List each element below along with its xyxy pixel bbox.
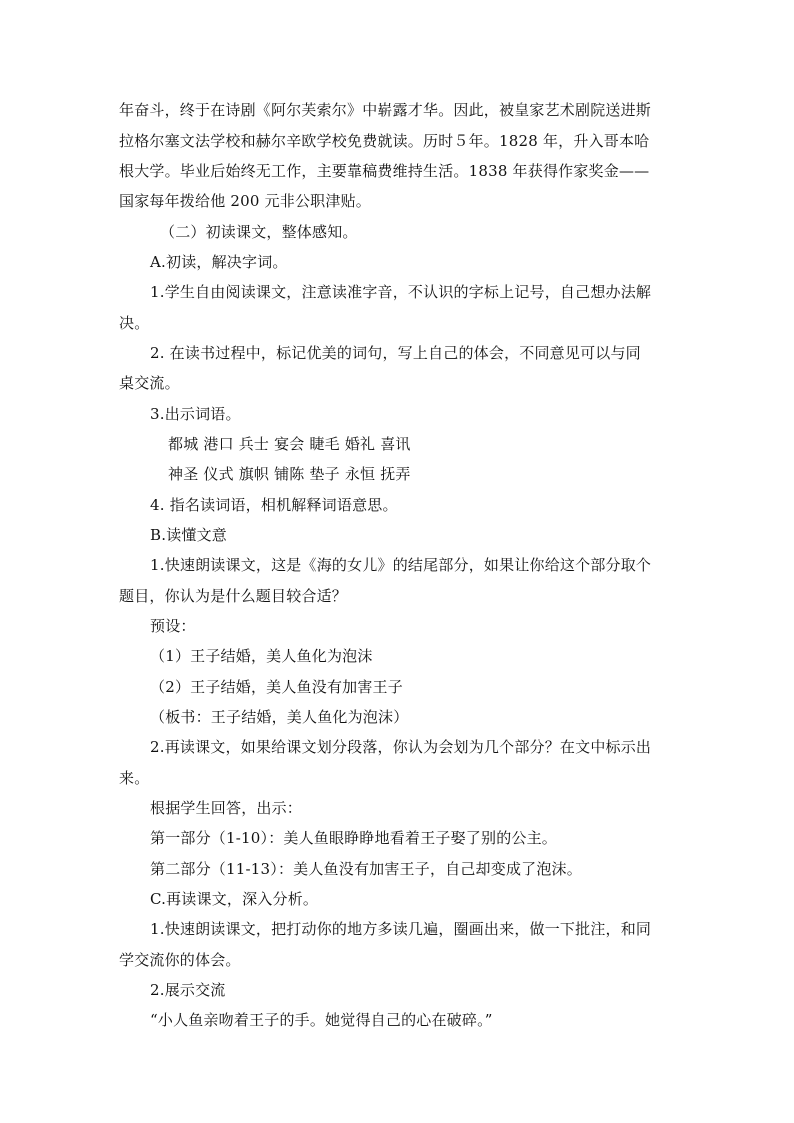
paragraph-line: 2. 在读书过程中，标记优美的词句，写上自己的体会，不同意见可以与同 (150, 344, 641, 362)
quote-line: “小人鱼亲吻着王子的手。她觉得自己的心在破碎。” (150, 1011, 493, 1029)
subsection-heading: C.再读课文，深入分析。 (150, 890, 319, 908)
list-item: （1）王子结婚，美人鱼化为泡沫 (150, 647, 373, 665)
paragraph-line: 1.快速朗读课文，把打动你的地方多读几遍，圈画出来，做一下批注，和同 (150, 920, 652, 938)
paragraph-line: 1.学生自由阅读课文，注意读准字音，不认识的字标上记号，自己想办法解 (150, 283, 652, 301)
vocabulary-row: 神圣 仪式 旗帜 铺陈 垫子 永恒 抚弄 (168, 465, 411, 483)
subsection-heading: A.初读，解决字词。 (150, 253, 288, 271)
paragraph-line: 第二部分（11-13）：美人鱼没有加害王子，自己却变成了泡沫。 (150, 860, 582, 878)
paragraph-line: 1.快速朗读课文，这是《海的女儿》的结尾部分，如果让你给这个部分取个 (150, 556, 652, 574)
paragraph-line: 国家每年拨给他 200 元非公职津贴。 (119, 192, 371, 210)
list-item: （2）王子结婚，美人鱼没有加害王子 (150, 678, 403, 696)
paragraph-line: 根据学生回答，出示： (150, 799, 303, 817)
section-heading: （二）初读课文，整体感知。 (160, 223, 358, 241)
paragraph-line: 来。 (119, 769, 150, 787)
paragraph-line: 4. 指名读词语，相机解释词语意思。 (150, 496, 398, 514)
paragraph-line: 年奋斗，终于在诗剧《阿尔芙索尔》中崭露才华。因此，被皇家艺术剧院送进斯 (119, 101, 652, 119)
paragraph-line: 根大学。毕业后始终无工作，主要靠稿费维持生活。1838 年获得作家奖金—— (119, 162, 650, 180)
paragraph-line: 2.展示交流 (150, 981, 226, 999)
paragraph-line: 第一部分（1-10）：美人鱼眼睁睁地看着王子娶了别的公主。 (150, 829, 558, 847)
paragraph-line: 3.出示词语。 (150, 405, 241, 423)
paragraph-line: 桌交流。 (119, 374, 180, 392)
paragraph-line: 学交流你的体会。 (119, 951, 241, 969)
paragraph-line: 2.再读课文，如果给课文划分段落，你认为会划为几个部分？在文中标示出 (150, 738, 652, 756)
paragraph-line: 预设： (150, 617, 196, 635)
paragraph-line: 拉格尔塞文法学校和赫尔辛欧学校免费就读。历时５年。1828 年，升入哥本哈 (119, 132, 650, 150)
subsection-heading: B.读懂文意 (150, 526, 227, 544)
vocabulary-row: 都城 港口 兵士 宴会 睫毛 婚礼 喜讯 (168, 435, 411, 453)
paragraph-line: 决。 (119, 314, 150, 332)
board-note: （板书：王子结婚，美人鱼化为泡沫） (150, 708, 409, 726)
paragraph-line: 题目，你认为是什么题目较合适？ (119, 587, 348, 605)
